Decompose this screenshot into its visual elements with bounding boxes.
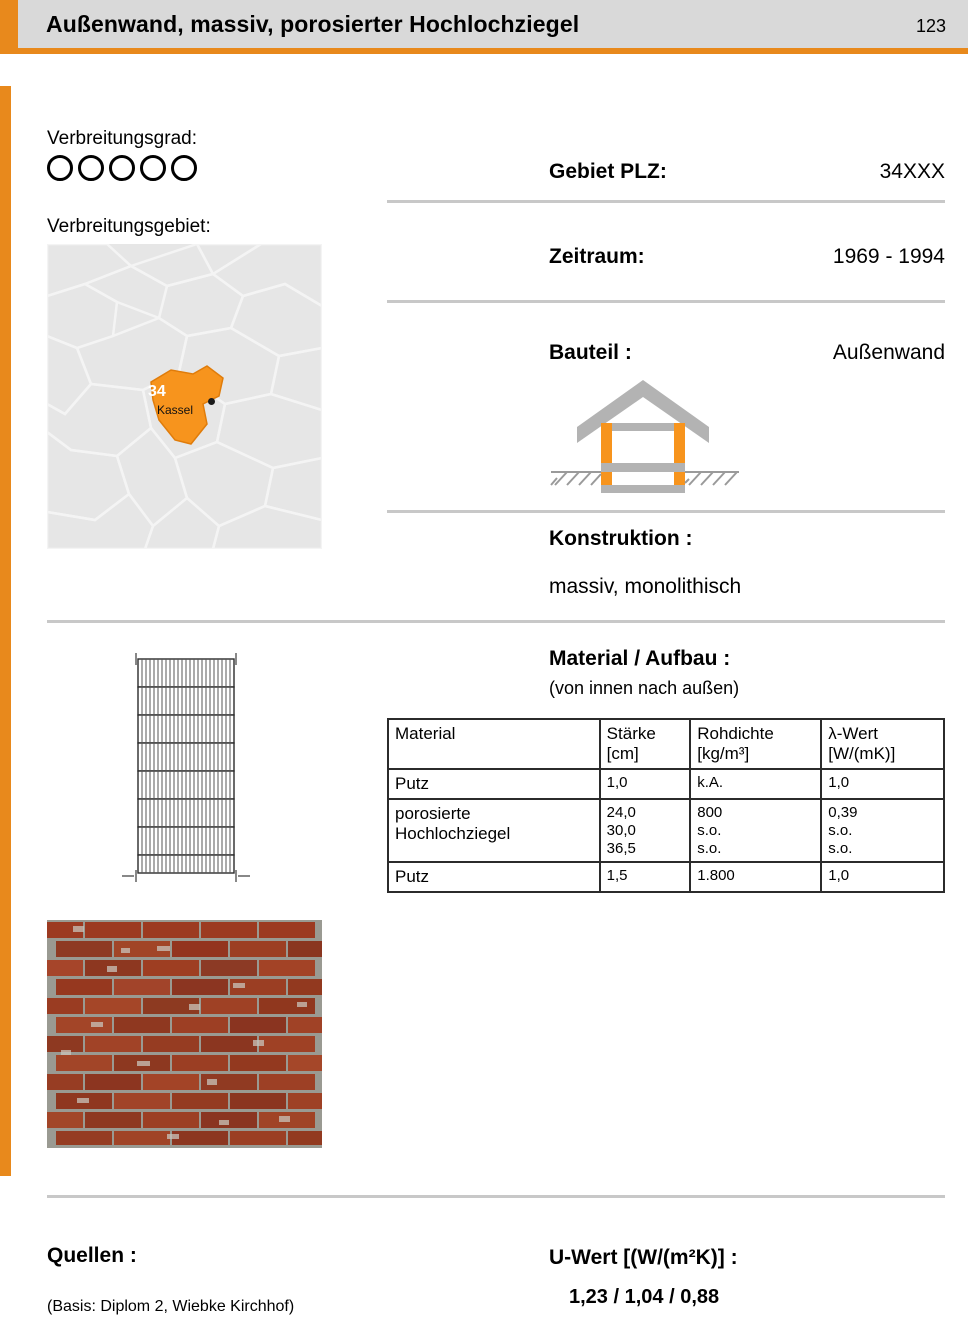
divider-zeitraum	[387, 300, 945, 303]
table-header-row	[388, 719, 944, 769]
th-rohdichte: Rohdichte [kg/m³]	[690, 719, 821, 769]
hochlochziegel-schnitt-zeichnung	[120, 645, 252, 890]
quellen-label: Quellen :	[47, 1244, 137, 1267]
cell-staerke: 24,0 30,0 36,5	[600, 799, 691, 862]
rating-circle	[78, 155, 104, 181]
divider-mid	[47, 620, 945, 623]
uwert-value: 1,23 / 1,04 / 0,88	[569, 1286, 720, 1308]
bauteil-value: Außenwand	[832, 341, 945, 364]
cell-staerke: 1,0	[600, 769, 691, 799]
cell-lambda: 1,0	[821, 862, 944, 892]
rating-circle	[140, 155, 166, 181]
haus-schnitt-icon	[543, 375, 758, 498]
cell-rohdichte: k.A.	[690, 769, 821, 799]
cell-material: Putz	[388, 769, 600, 799]
ziegelmauerwerk-foto	[47, 920, 322, 1148]
table-row	[388, 799, 944, 862]
divider-plz	[387, 200, 945, 203]
divider-bauteil	[387, 510, 945, 513]
verbreitungsgrad-label: Verbreitungsgrad:	[47, 128, 197, 149]
material-aufbau-label: Material / Aufbau :	[549, 647, 731, 670]
map-region-number: 34	[148, 383, 166, 400]
table-row	[388, 862, 944, 892]
th-lambda: λ-Wert [W/(mK)]	[821, 719, 944, 769]
map-svg	[47, 244, 322, 549]
verbreitungsgebiet-map	[47, 244, 322, 549]
rating-circle	[171, 155, 197, 181]
page-number: 123	[915, 16, 946, 36]
bauteil-label: Bauteil :	[549, 341, 632, 364]
konstruktion-value: massiv, monolithisch	[549, 575, 742, 598]
rating-circle	[109, 155, 135, 181]
map-city-dot	[208, 398, 215, 405]
cell-material: Putz	[388, 862, 600, 892]
quellen-basis: (Basis: Diplom 2, Wiebke Kirchhof)	[47, 1298, 295, 1315]
th-material: Material	[388, 719, 600, 769]
header-rule	[0, 48, 968, 54]
th-staerke: Stärke [cm]	[600, 719, 691, 769]
divider-footer	[47, 1195, 945, 1198]
cell-staerke: 1,5	[600, 862, 691, 892]
uwert-label: U-Wert [(W/(m²K)] :	[549, 1246, 738, 1269]
rating-circle	[47, 155, 73, 181]
zeitraum-value: 1969 - 1994	[832, 245, 945, 268]
header-accent-block	[0, 0, 18, 48]
cell-rohdichte: 1.800	[690, 862, 821, 892]
verbreitungsgrad-rating	[47, 155, 197, 181]
gebiet-plz-value: 34XXX	[879, 160, 945, 183]
map-city-label: Kassel	[157, 403, 194, 417]
material-aufbau-sub: (von innen nach außen)	[549, 678, 740, 698]
cell-material: porosierte Hochlochziegel	[388, 799, 600, 862]
verbreitungsgebiet-label: Verbreitungsgebiet:	[47, 216, 211, 237]
left-accent-bar	[0, 86, 11, 1176]
table-row	[388, 769, 944, 799]
cell-rohdichte: 800 s.o. s.o.	[690, 799, 821, 862]
gebiet-plz-label: Gebiet PLZ:	[549, 160, 667, 183]
aufbau-table	[387, 718, 945, 893]
konstruktion-label: Konstruktion :	[549, 527, 693, 550]
page-header	[0, 0, 968, 48]
zeitraum-label: Zeitraum:	[549, 245, 645, 268]
page-title: Außenwand, massiv, porosierter Hochlochziegel	[46, 11, 580, 37]
cell-lambda: 1,0	[821, 769, 944, 799]
cell-lambda: 0,39 s.o. s.o.	[821, 799, 944, 862]
